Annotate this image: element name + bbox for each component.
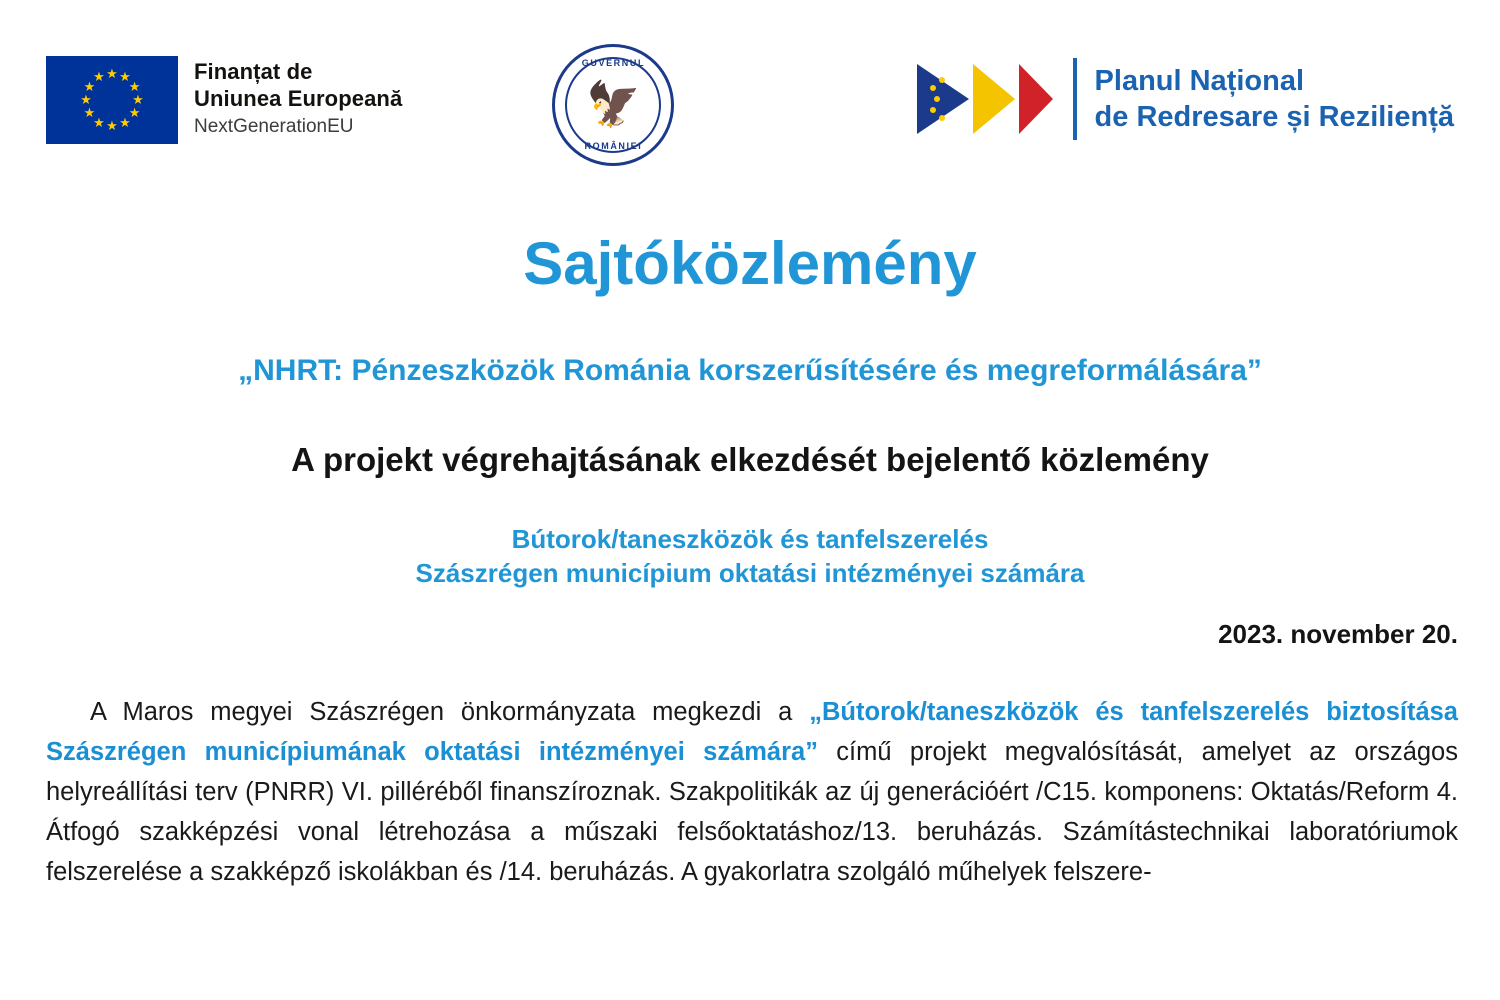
eu-funding-line3: NextGenerationEU [194,116,354,137]
seal-text-bottom: ROMÂNIEI [584,141,643,151]
program-subtitle: „NHRT: Pénzeszközök Románia korszerűsítésére és megreformálására” [238,354,1262,387]
seal-text-top: GUVERNUL [581,58,646,68]
pnrr-logo-line2: de Redresare și Reziliență [1094,101,1454,133]
eagle-icon: 🦅 [586,80,641,129]
eu-star-icon: ★ [80,92,92,107]
eu-funding-line1: Finanțat de [194,59,313,84]
eu-flag-icon [46,56,178,144]
eu-star-icon: ★ [106,66,118,81]
paragraph-part2: című projekt megvalósítását, amelyet az országos helyreállítási terv (PNRR) VI. pilléréből finanszíroznak. Szakpolitikák az új generációért /C15. komponens: Oktatás/Reform 4. Átfogó szakképzési vonal létrehozása a műszaki felsőoktatáshoz/13. beruházás. Számítástechnikai laboratóriumok felszerelése a szakképző iskolákban és /14. beruházás. A gyakorlatra szolgáló műhelyek felszere- [46,738,1458,886]
romanian-government-logo [552,44,674,166]
eu-star-icon: ★ [128,79,141,94]
body-paragraph [28,692,1472,892]
publication-date: 2023. november 20. [1218,619,1458,649]
romanian-government-seal-icon [552,44,674,166]
pnrr-logo-text [1095,63,1454,135]
eu-star-icon: ★ [128,105,141,120]
pnrr-logo-line1: Planul Național [1094,65,1305,97]
eu-star-icon: ★ [106,118,118,133]
announcement-subtitle: A projekt végrehajtásának elkezdését bejelentő közlemény [291,441,1209,478]
eu-funding-text [194,56,402,140]
project-subtitle-line1: Bútorok/taneszközök és tanfelszerelés [511,524,989,554]
eu-star-icon: ★ [83,105,96,120]
eu-star-icon: ★ [132,92,144,107]
eu-funding-line2: Uniunea Europeană [194,86,403,111]
eu-star-icon: ★ [119,69,131,85]
eu-star-icon: ★ [93,69,105,85]
eu-star-icon: ★ [83,79,96,94]
paragraph-part1: A Maros megyei Szászrégen önkormányzata megkezdi a [90,698,810,726]
pnrr-arrow-icon [915,58,1055,140]
page-title: Sajtóközlemény [523,230,977,297]
eu-funding-logo [46,56,402,144]
project-subtitle [28,522,1472,590]
logo-header [28,30,1472,160]
project-subtitle-line2: Szászrégen municípium oktatási intézményei számára [415,558,1085,588]
eu-star-icon: ★ [119,114,131,130]
eu-star-icon: ★ [93,114,105,130]
project-name-highlight: „Bútorok/taneszközök és tanfelszerelés biztosítása Szászrégen municípiumának oktatási intézményei számára” [46,698,1458,766]
pnrr-logo [915,58,1454,140]
pnrr-divider [1073,58,1077,140]
